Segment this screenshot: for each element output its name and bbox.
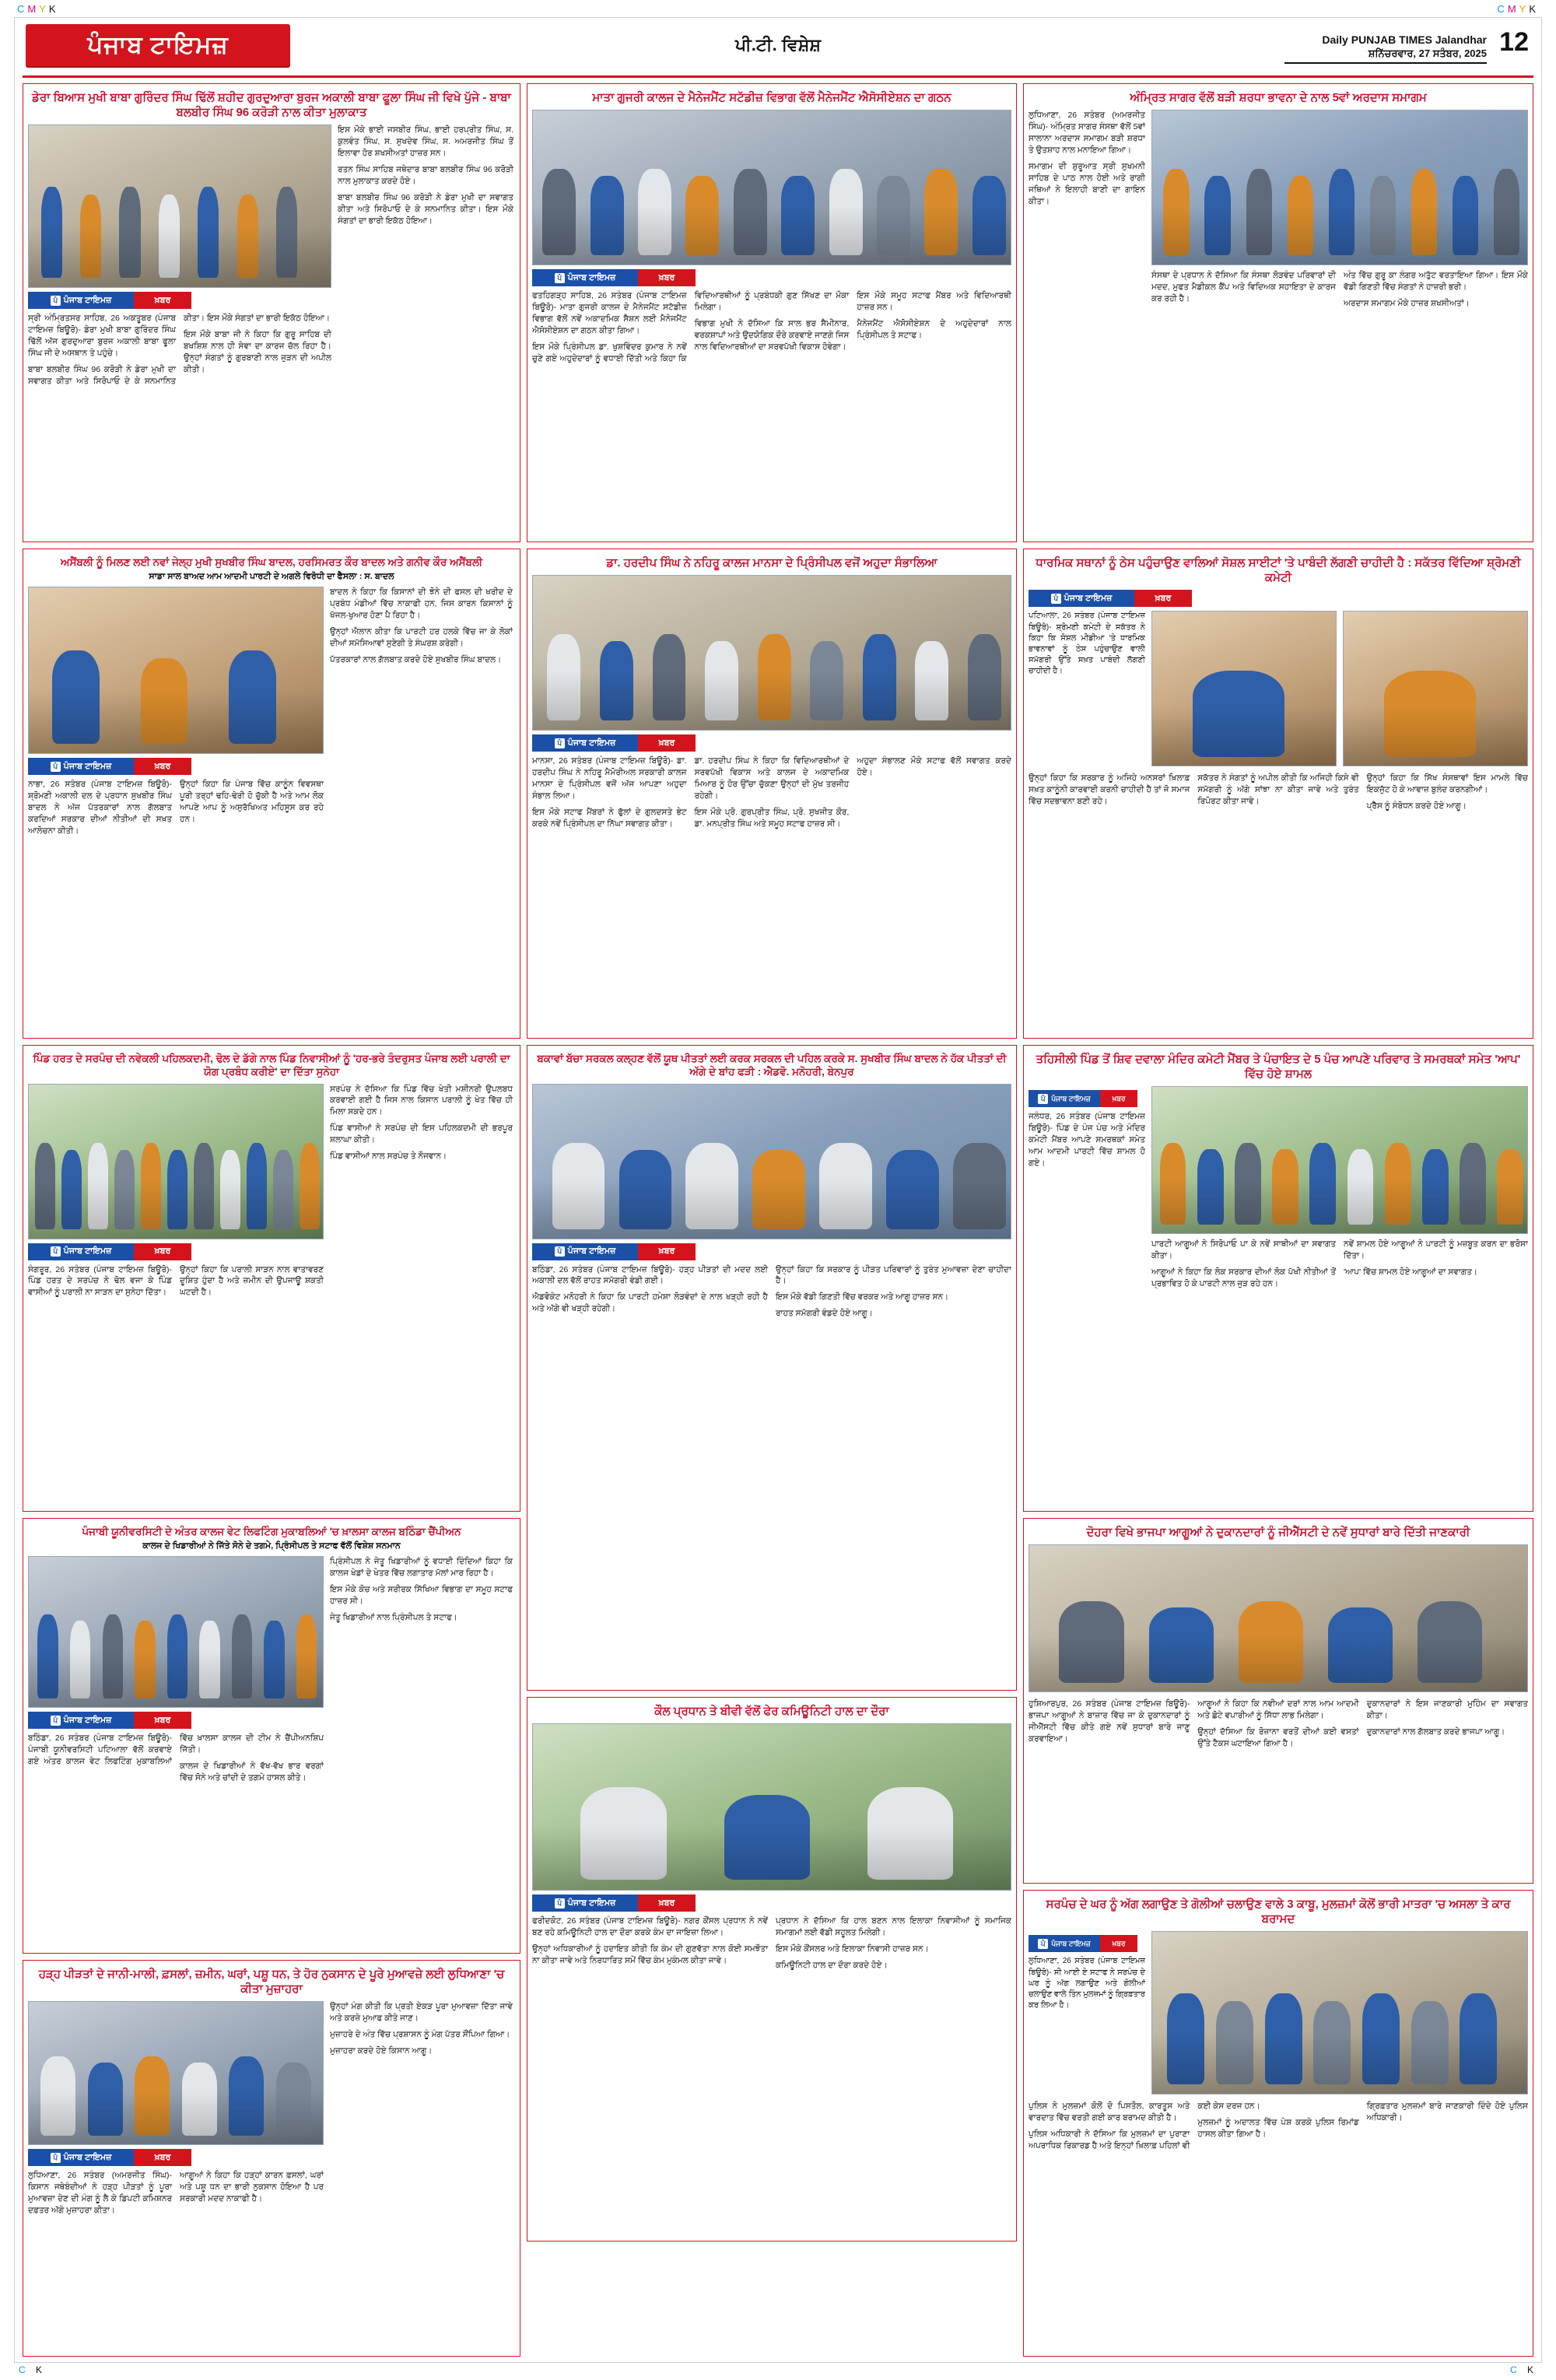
- dateline-date: ਸ਼ਨਿੱਚਰਵਾਰ, 27 ਸਤੰਬਰ, 2025: [1368, 47, 1487, 59]
- headline-a13: ਹੜ੍ਹ ਪੀੜਤਾਂ ਦੇ ਜਾਨੀ-ਮਾਲੀ, ਫ਼ਸਲਾਂ, ਜ਼ਮੀਨ, ਘਰਾਂ, ਪਸ਼ੂ ਧਨ, ਤੇ ਹੋਰ ਨੁਕਸਾਨ ਦੇ ਪੂਰੇ ਮੁਆਵਜ਼ੇ ਲਈ ਲੁਧਿਆਣਾ 'ਚ ਕੀਤਾ ਮੁਜ਼ਾਹਰਾ: [38, 1968, 505, 1996]
- reg-mark-bottom-left: C K: [19, 2364, 47, 2375]
- headline-a11: ਕੌਲ ਪ੍ਰਧਾਨ ਤੇ ਬੀਵੀ ਵੱਲੋਂ ਫੇਰ ਕਮਿਊਨਿਟੀ ਹਾਲ ਦਾ ਦੌਰਾ: [654, 1705, 889, 1718]
- article-body-a12-p0: ਹੁਸ਼ਿਆਰਪੁਰ, 26 ਸਤੰਬਰ (ਪੰਜਾਬ ਟਾਇਮਜ਼ ਬਿਊਰੋ)- ਭਾਜਪਾ ਆਗੂਆਂ ਨੇ ਬਾਜ਼ਾਰ ਵਿੱਚ ਜਾ ਕੇ ਦੁਕਾਨਦਾਰਾਂ ਨੂੰ ਜੀਐੱਸਟੀ ਵਿੱਚ ਕੀਤੇ ਗਏ ਨਵੇਂ ਸੁਧਾਰਾਂ ਬਾਰੇ ਜਾਣੂ ਕਰਵਾਇਆ।: [1029, 1699, 1190, 1744]
- article-body-a1-p3: ਇਸ ਮੌਕੇ ਭਾਈ ਜਸਬੀਰ ਸਿੰਘ, ਭਾਈ ਹਰਪ੍ਰੀਤ ਸਿੰਘ, ਸ. ਕੁਲਵੰਤ ਸਿੰਘ, ਸ. ਸੁਖਦੇਵ ਸਿੰਘ, ਸ. ਅਮਰਜੀਤ ਸਿੰਘ ਤੋਂ ਇਲਾਵਾ ਹੋਰ ਸ਼ਖਸੀਅਤਾਂ ਹਾਜ਼ਰ ਸਨ।: [338, 125, 513, 159]
- article-caption-a12: ਦੁਕਾਨਦਾਰਾਂ ਨਾਲ ਗੱਲਬਾਤ ਕਰਦੇ ਭਾਜਪਾ ਆਗੂ।: [1366, 1727, 1505, 1737]
- article-body-a7-p1: ਉਨ੍ਹਾਂ ਕਿਹਾ ਕਿ ਪਰਾਲੀ ਸਾੜਨ ਨਾਲ ਵਾਤਾਵਰਣ ਦੂਸ਼ਿਤ ਹੁੰਦਾ ਹੈ ਅਤੇ ਜ਼ਮੀਨ ਦੀ ਉਪਜਾਊ ਸ਼ਕਤੀ ਘਟਦੀ ਹੈ।: [180, 1264, 324, 1298]
- credit-strip-a9: ਪੰ ਪੰਜਾਬ ਟਾਇਮਜ਼ ਖ਼ਬਰ: [1029, 1090, 1137, 1107]
- headline-a1: ਡੇਰਾ ਬਿਆਸ ਮੁਖੀ ਬਾਬਾ ਗੁਰਿੰਦਰ ਸਿੰਘ ਢਿੱਲੋਂ ਸ਼ਹੀਦ ਗੁਰਦੁਆਰਾ ਬੁਰਜ ਅਕਾਲੀ ਬਾਬਾ ਫੂਲਾ ਸਿੰਘ ਜੀ ਵਿਖੇ ਪੁੱਜੇ - ਬਾਬਾ ਬਲਬੀਰ ਸਿੰਘ 96 ਕਰੋੜੀ ਨਾਲ ਕੀਤਾ ਮੁਲਾਕਾਤ: [32, 91, 511, 120]
- credit-red-label: ਖ਼ਬਰ: [134, 292, 191, 309]
- credit-strip-a1: [28, 292, 191, 309]
- headline-a4: ਅਸੈਂਬਲੀ ਨੂੰ ਮਿਲਣ ਲਈ ਨਵਾਂ ਜੇਲ੍ਹ ਮੁਖੀ ਸੁਖਬੀਰ ਸਿੰਘ ਬਾਦਲ, ਹਰਸਿਮਰਤ ਕੌਰ ਬਾਦਲ ਅਤੇ ਗਨੀਵ ਕੌਰ ਅਸੈਂਬਲੀ: [60, 556, 483, 568]
- article-body-a1-p1: ਬਾਬਾ ਬਲਬੀਰ ਸਿੰਘ 96 ਕਰੋੜੀ ਨੇ ਡੇਰਾ ਮੁਖੀ ਦਾ ਸਵਾਗਤ ਕੀਤਾ ਅਤੇ ਸਿਰੋਪਾਓ ਦੇ ਕੇ ਸਨਮਾਨਿਤ ਕੀਤਾ। ਇਸ ਮੌਕੇ ਸੰਗਤਾਂ ਦਾ ਭਾਰੀ ਇਕੱਠ ਹੋਇਆ।: [28, 314, 331, 386]
- article-body-a5-p3: ਇਸ ਮੌਕੇ ਪ੍ਰੋ. ਗੁਰਪ੍ਰੀਤ ਸਿੰਘ, ਪ੍ਰੋ. ਸੁਖਜੀਤ ਕੌਰ, ਡਾ. ਮਨਪ੍ਰੀਤ ਸਿੰਘ ਅਤੇ ਸਮੂਹ ਸਟਾਫ ਹਾਜ਼ਰ ਸੀ।: [694, 807, 850, 829]
- credit-red-label: ਖ਼ਬਰ: [1134, 590, 1192, 607]
- article-photo-a3: [1151, 110, 1528, 265]
- headline-a8: ਬਕਾਵਾਂ ਬੱਚਾ ਸਰਕਲ ਕਲ੍ਹਣ ਵੱਲੋਂ ਯੂਥ ਪੀਤਤਾਂ ਲਈ ਕਰਕ ਸਰਕਲ ਦੀ ਪਹਿਲ ਕਰਕੇ ਸ. ਸੁਖਬੀਰ ਸਿੰਘ ਬਾਦਲ ਨੇ ਹੱਕ ਪੀਤਤਾਂ ਦੀ ਅੱਗੇ ਦੇ ਬਾਂਹ ਫੜੀ : ਐਡਵੋ. ਮਨੋਹਰੀ, ਬੇਨਪੁਰ: [537, 1053, 1007, 1078]
- credit-badge: ਪੰ: [555, 273, 565, 283]
- article-body-a13-p0: ਲੁਧਿਆਣਾ, 26 ਸਤੰਬਰ (ਅਮਰਜੀਤ ਸਿੰਘ)- ਕਿਸਾਨ ਜਥੇਬੰਦੀਆਂ ਨੇ ਹੜ੍ਹ ਪੀੜਤਾਂ ਨੂੰ ਪੂਰਾ ਮੁਆਵਜ਼ਾ ਦੇਣ ਦੀ ਮੰਗ ਨੂੰ ਲੈ ਕੇ ਡਿਪਟੀ ਕਮਿਸ਼ਨਰ ਦਫ਼ਤਰ ਅੱਗੇ ਮੁਜ਼ਾਹਰਾ ਕੀਤਾ।: [28, 2171, 172, 2216]
- article-a4: [23, 549, 520, 1039]
- credit-strip-a6: ਪੰ ਪੰਜਾਬ ਟਾਇਮਜ਼ ਖ਼ਬਰ: [1029, 590, 1192, 607]
- headline-a12: ਦੋਹਰਾ ਵਿਖੇ ਭਾਜਪਾ ਆਗੂਆਂ ਨੇ ਦੁਕਾਨਦਾਰਾਂ ਨੂੰ ਜੀਐੱਸਟੀ ਦੇ ਨਵੇਂ ਸੁਧਾਰਾਂ ਬਾਰੇ ਦਿੱਤੀ ਜਾਣਕਾਰੀ: [1086, 1526, 1470, 1539]
- article-a5: [527, 549, 1017, 1039]
- credit-blue-label: ਪੰਜਾਬ ਟਾਇਮਜ਼: [567, 272, 616, 282]
- article-body-a14-p3: ਮੁਲਜ਼ਮਾਂ ਨੂੰ ਅਦਾਲਤ ਵਿੱਚ ਪੇਸ਼ ਕਰਕੇ ਪੁਲਿਸ ਰਿਮਾਂਡ ਹਾਸਲ ਕੀਤਾ ਗਿਆ ਹੈ।: [1197, 2118, 1359, 2140]
- article-body-a2-p0: ਫਤਹਿਗੜ੍ਹ ਸਾਹਿਬ, 26 ਸਤੰਬਰ (ਪੰਜਾਬ ਟਾਇਮਜ਼ ਬਿਊਰੋ)- ਮਾਤਾ ਗੁਜਰੀ ਕਾਲਜ ਦੇ ਮੈਨੇਜਮੈਂਟ ਸਟੱਡੀਜ਼ ਵਿਭਾਗ ਵੱਲੋਂ ਨਵੇਂ ਅਕਾਦਮਿਕ ਸੈਸ਼ਨ ਲਈ ਮੈਨੇਜਮੈਂਟ ਐਸੋਸੀਏਸ਼ਨ ਦਾ ਗਠਨ ਕੀਤਾ ਗਿਆ।: [532, 291, 687, 335]
- publication-logo[interactable]: ਪੰਜਾਬ ਟਾਇਮਜ਼: [26, 24, 290, 66]
- article-body-a11-p2: ਪ੍ਰਧਾਨ ਨੇ ਦੱਸਿਆ ਕਿ ਹਾਲ ਬਣਨ ਨਾਲ ਇਲਾਕਾ ਨਿਵਾਸੀਆਂ ਨੂੰ ਸਮਾਜਿਕ ਸਮਾਗਮਾਂ ਲਈ ਵੱਡੀ ਸਹੂਲਤ ਮਿਲੇਗੀ।: [776, 1916, 1011, 1938]
- credit-strip-a13: ਪੰ ਪੰਜਾਬ ਟਾਇਮਜ਼ ਖ਼ਬਰ: [28, 2149, 191, 2166]
- article-photo-a6-right: [1343, 611, 1528, 766]
- article-photo-a5: [532, 575, 1011, 731]
- article-photo-a8: [532, 1084, 1011, 1239]
- article-a14: [1023, 1890, 1533, 2357]
- dateline: [1284, 33, 1487, 64]
- article-body-a5-p2: ਡਾ. ਹਰਦੀਪ ਸਿੰਘ ਨੇ ਕਿਹਾ ਕਿ ਵਿਦਿਆਰਥੀਆਂ ਦੇ ਸਰਵਪੱਖੀ ਵਿਕਾਸ ਅਤੇ ਕਾਲਜ ਦੇ ਅਕਾਦਮਿਕ ਮਿਆਰ ਨੂੰ ਹੋਰ ਉੱਚਾ ਚੁੱਕਣਾ ਉਨ੍ਹਾਂ ਦੀ ਮੁੱਖ ਤਰਜੀਹ ਰਹੇਗੀ।: [694, 756, 850, 801]
- article-a12: [1023, 1518, 1533, 1884]
- article-body-a10-p2: ਪ੍ਰਿੰਸੀਪਲ ਨੇ ਜੇਤੂ ਖਿਡਾਰੀਆਂ ਨੂੰ ਵਧਾਈ ਦਿੰਦਿਆਂ ਕਿਹਾ ਕਿ ਕਾਲਜ ਖੇਡਾਂ ਦੇ ਖੇਤਰ ਵਿੱਚ ਲਗਾਤਾਰ ਮੱਲਾਂ ਮਾਰ ਰਿਹਾ ਹੈ।: [330, 1557, 513, 1579]
- reg-mark-top-right: CMYK: [1497, 3, 1539, 15]
- credit-red-label: ਖ਼ਬਰ: [638, 1243, 696, 1260]
- dateline-title: Daily PUNJAB TIMES Jalandhar: [1322, 33, 1487, 46]
- article-body-a4-p1: ਉਨ੍ਹਾਂ ਕਿਹਾ ਕਿ ਪੰਜਾਬ ਵਿੱਚ ਕਾਨੂੰਨ ਵਿਵਸਥਾ ਪੂਰੀ ਤਰ੍ਹਾਂ ਢਹਿ-ਢੇਰੀ ਹੋ ਚੁੱਕੀ ਹੈ ਅਤੇ ਆਮ ਲੋਕ ਆਪਣੇ ਆਪ ਨੂੰ ਅਸੁਰੱਖਿਅਤ ਮਹਿਸੂਸ ਕਰ ਰਹੇ ਹਨ।: [180, 780, 324, 824]
- subhead-a4: ਸਾਡਾ ਸਾਲ ਬਾਅਦ ਆਮ ਆਦਮੀ ਪਾਰਟੀ ਦੇ ਅਗਲੇ ਵਿਰੋਧੀ ਦਾ ਫੈਸਲਾ : ਸ. ਬਾਦਲ: [149, 572, 394, 582]
- article-body-a6-p0: ਪਟਿਆਲਾ, 26 ਸਤੰਬਰ (ਪੰਜਾਬ ਟਾਇਮਜ਼ ਬਿਊਰੋ)- ਸ਼੍ਰੋਮਣੀ ਕਮੇਟੀ ਦੇ ਸਕੱਤਰ ਨੇ ਕਿਹਾ ਕਿ ਸੋਸ਼ਲ ਮੀਡੀਆ 'ਤੇ ਧਾਰਮਿਕ ਭਾਵਨਾਵਾਂ ਨੂੰ ਠੇਸ ਪਹੁੰਚਾਉਣ ਵਾਲੀ ਸਮੱਗਰੀ ਉੱਤੇ ਸਖ਼ਤ ਪਾਬੰਦੀ ਲੱਗਣੀ ਚਾਹੀਦੀ ਹੈ।: [1029, 612, 1145, 676]
- article-body-a1-p0: ਸ੍ਰੀ ਅੰਮ੍ਰਿਤਸਰ ਸਾਹਿਬ, 26 ਅਕਤੂਬਰ (ਪੰਜਾਬ ਟਾਇਮਜ਼ ਬਿਊਰੋ)- ਡੇਰਾ ਮੁਖੀ ਬਾਬਾ ਗੁਰਿੰਦਰ ਸਿੰਘ ਢਿੱਲੋਂ ਅੱਜ ਗੁਰਦੁਆਰਾ ਬੁਰਜ ਅਕਾਲੀ ਬਾਬਾ ਫੂਲਾ ਸਿੰਘ ਜੀ ਦੇ ਅਸਥਾਨ ਤੇ ਪਹੁੰਚੇ।: [28, 314, 176, 359]
- article-photo-a4: [28, 587, 324, 754]
- article-photo-a2: [532, 110, 1011, 265]
- article-body-a10-p1: ਕਾਲਜ ਦੇ ਖਿਡਾਰੀਆਂ ਨੇ ਵੱਖ-ਵੱਖ ਭਾਰ ਵਰਗਾਂ ਵਿੱਚ ਸੋਨੇ ਅਤੇ ਚਾਂਦੀ ਦੇ ਤਗਮੇ ਹਾਸਲ ਕੀਤੇ।: [180, 1761, 324, 1782]
- credit-blue-label: ਪੰਜਾਬ ਟਾਇਮਜ਼: [567, 1898, 616, 1908]
- article-a7: [23, 1045, 520, 1512]
- article-body-a2-p1: ਇਸ ਮੌਕੇ ਪ੍ਰਿੰਸੀਪਲ ਡਾ. ਖੁਸ਼ਵਿੰਦਰ ਕੁਮਾਰ ਨੇ ਨਵੇਂ ਚੁਣੇ ਗਏ ਅਹੁਦੇਦਾਰਾਂ ਨੂੰ ਵਧਾਈ ਦਿੱਤੀ ਅਤੇ ਕਿਹਾ ਕਿ ਵਿਦਿਆਰਥੀਆਂ ਨੂੰ ਪ੍ਰਬੰਧਕੀ ਗੁਣ ਸਿੱਖਣ ਦਾ ਮੌਕਾ ਮਿਲੇਗਾ।: [532, 291, 850, 363]
- article-caption-a9: 'ਆਪ' ਵਿੱਚ ਸ਼ਾਮਲ ਹੋਏ ਆਗੂਆਂ ਦਾ ਸਵਾਗਤ।: [1344, 1267, 1477, 1278]
- article-body-a14-p2: ਪੁਲਿਸ ਅਧਿਕਾਰੀ ਨੇ ਦੱਸਿਆ ਕਿ ਮੁਲਜ਼ਮਾਂ ਦਾ ਪੁਰਾਣਾ ਅਪਰਾਧਿਕ ਰਿਕਾਰਡ ਹੈ ਅਤੇ ਇਨ੍ਹਾਂ ਖ਼ਿਲਾਫ਼ ਪਹਿਲਾਂ ਵੀ ਕਈ ਕੇਸ ਦਰਜ ਹਨ।: [1029, 2101, 1260, 2151]
- article-body-a7-p0: ਸੰਗਰੂਰ, 26 ਸਤੰਬਰ (ਪੰਜਾਬ ਟਾਇਮਜ਼ ਬਿਊਰੋ)- ਪਿੰਡ ਹਰਤ ਦੇ ਸਰਪੰਚ ਨੇ ਢੋਲ ਵਜਾ ਕੇ ਪਿੰਡ ਵਾਸੀਆਂ ਨੂੰ ਪਰਾਲੀ ਨਾ ਸਾੜਨ ਦਾ ਸੁਨੇਹਾ ਦਿੱਤਾ।: [28, 1264, 172, 1298]
- article-body-a3-p0: ਲੁਧਿਆਣਾ, 26 ਸਤੰਬਰ (ਅਮਰਜੀਤ ਸਿੰਘ)- ਅੰਮ੍ਰਿਤ ਸਾਗਰ ਸੰਸਥਾ ਵੱਲੋਂ 5ਵਾਂ ਸਾਲਾਨਾ ਅਰਦਾਸ ਸਮਾਗਮ ਬੜੀ ਸ਼ਰਧਾ ਤੇ ਉਤਸ਼ਾਹ ਨਾਲ ਮਨਾਇਆ ਗਿਆ।: [1029, 110, 1145, 155]
- article-a2: [527, 83, 1017, 542]
- article-body-a9-p3: ਨਵੇਂ ਸ਼ਾਮਲ ਹੋਏ ਆਗੂਆਂ ਨੇ ਪਾਰਟੀ ਨੂੰ ਮਜ਼ਬੂਤ ਕਰਨ ਦਾ ਭਰੋਸਾ ਦਿੱਤਾ।: [1344, 1239, 1528, 1261]
- credit-red-label: ਖ਼ਬਰ: [638, 1895, 696, 1912]
- credit-blue-label: ਪੰਜਾਬ ਟਾਇਮਜ਼: [567, 738, 616, 748]
- article-photo-a6-left: [1151, 611, 1337, 766]
- article-caption-a5: ਅਹੁਦਾ ਸੰਭਾਲਣ ਮੌਕੇ ਸਟਾਫ ਵੱਲੋਂ ਸਵਾਗਤ ਕਰਦੇ ਹੋਏ।: [857, 756, 1011, 778]
- page-number: 12: [1499, 27, 1529, 57]
- credit-strip-a11: ਪੰ ਪੰਜਾਬ ਟਾਇਮਜ਼ ਖ਼ਬਰ: [532, 1895, 696, 1912]
- article-body-a7-p3: ਪਿੰਡ ਵਾਸੀਆਂ ਨੇ ਸਰਪੰਚ ਦੀ ਇਸ ਪਹਿਲਕਦਮੀ ਦੀ ਭਰਪੂਰ ਸ਼ਲਾਘਾ ਕੀਤੀ।: [330, 1123, 513, 1145]
- article-a1: [23, 83, 520, 542]
- article-body-a9-p1: ਪਾਰਟੀ ਆਗੂਆਂ ਨੇ ਸਿਰੋਪਾਓ ਪਾ ਕੇ ਨਵੇਂ ਸਾਥੀਆਂ ਦਾ ਸਵਾਗਤ ਕੀਤਾ।: [1151, 1239, 1336, 1261]
- credit-strip-a2: [532, 269, 696, 286]
- credit-strip-a8: ਪੰ ਪੰਜਾਬ ਟਾਇਮਜ਼ ਖ਼ਬਰ: [532, 1243, 696, 1260]
- article-body-a13-p1: ਆਗੂਆਂ ਨੇ ਕਿਹਾ ਕਿ ਹੜ੍ਹਾਂ ਕਾਰਨ ਫ਼ਸਲਾਂ, ਘਰਾਂ ਅਤੇ ਪਸ਼ੂ ਧਨ ਦਾ ਭਾਰੀ ਨੁਕਸਾਨ ਹੋਇਆ ਹੈ ਪਰ ਸਰਕਾਰੀ ਮਦਦ ਨਾਕਾਫੀ ਹੈ।: [180, 2171, 324, 2204]
- article-body-a4-p3: ਉਨ੍ਹਾਂ ਐਲਾਨ ਕੀਤਾ ਕਿ ਪਾਰਟੀ ਹਰ ਹਲਕੇ ਵਿੱਚ ਜਾ ਕੇ ਲੋਕਾਂ ਦੀਆਂ ਸਮੱਸਿਆਵਾਂ ਸੁਣੇਗੀ ਤੇ ਸੰਘਰਸ਼ ਕਰੇਗੀ।: [330, 626, 513, 648]
- article-a10: [23, 1518, 520, 1954]
- article-caption-a2: ਮੈਨੇਜਮੈਂਟ ਐਸੋਸੀਏਸ਼ਨ ਦੇ ਅਹੁਦੇਦਾਰਾਂ ਨਾਲ ਪ੍ਰਿੰਸੀਪਲ ਤੇ ਸਟਾਫ।: [857, 319, 1011, 340]
- article-body-a14-p1: ਪੁਲਿਸ ਨੇ ਮੁਲਜ਼ਮਾਂ ਕੋਲੋਂ ਦੋ ਪਿਸਤੌਲ, ਕਾਰਤੂਸ ਅਤੇ ਵਾਰਦਾਤ ਵਿੱਚ ਵਰਤੀ ਗਈ ਕਾਰ ਬਰਾਮਦ ਕੀਤੀ ਹੈ।: [1029, 2101, 1190, 2123]
- subhead-a10: ਕਾਲਜ ਦੇ ਖਿਡਾਰੀਆਂ ਨੇ ਜਿੱਤੇ ਸੋਨੇ ਦੇ ਤਗਮੇ, ਪ੍ਰਿੰਸੀਪਲ ਤੇ ਸਟਾਫ ਵੱਲੋਂ ਵਿਸ਼ੇਸ਼ ਸਨਮਾਨ: [142, 1541, 401, 1551]
- article-photo-a14: [1151, 1931, 1528, 2094]
- credit-strip-a14: ਪੰ ਪੰਜਾਬ ਟਾਇਮਜ਼ ਖ਼ਬਰ: [1029, 1935, 1137, 1952]
- headline-a14: ਸਰਪੰਚ ਦੇ ਘਰ ਨੂੰ ਅੱਗ ਲਗਾਉਣ ਤੇ ਗੋਲੀਆਂ ਚਲਾਉਣ ਵਾਲੇ 3 ਕਾਬੂ, ਮੁਲਜ਼ਮਾਂ ਕੋਲੋਂ ਭਾਰੀ ਮਾਤਰਾ 'ਚ ਅਸਲਾ ਤੇ ਕਾਰ ਬਰਾਮਦ: [1046, 1898, 1511, 1926]
- credit-red-label: ਖ਼ਬਰ: [134, 1243, 191, 1260]
- article-a3: [1023, 83, 1533, 542]
- credit-strip-a10: ਪੰ ਪੰਜਾਬ ਟਾਇਮਜ਼ ਖ਼ਬਰ: [28, 1712, 191, 1729]
- headline-a5: ਡਾ. ਹਰਦੀਪ ਸਿੰਘ ਨੇ ਨਹਿਰੂ ਕਾਲਜ ਮਾਨਸਾ ਦੇ ਪ੍ਰਿੰਸੀਪਲ ਵਜੋਂ ਅਹੁਦਾ ਸੰਭਾਲਿਆ: [606, 556, 937, 570]
- article-body-a7-p2: ਸਰਪੰਚ ਨੇ ਦੱਸਿਆ ਕਿ ਪਿੰਡ ਵਿੱਚ ਖੇਤੀ ਮਸ਼ੀਨਰੀ ਉਪਲਬਧ ਕਰਵਾਈ ਗਈ ਹੈ ਜਿਸ ਨਾਲ ਕਿਸਾਨ ਪਰਾਲੀ ਨੂੰ ਖੇਤ ਵਿੱਚ ਹੀ ਮਿਲਾ ਸਕਦੇ ਹਨ।: [330, 1084, 513, 1117]
- article-body-a10-p3: ਇਸ ਮੌਕੇ ਕੋਚ ਅਤੇ ਸਰੀਰਕ ਸਿੱਖਿਆ ਵਿਭਾਗ ਦਾ ਸਮੂਹ ਸਟਾਫ ਹਾਜ਼ਰ ਸੀ।: [330, 1585, 513, 1606]
- article-body-a11-p3: ਇਸ ਮੌਕੇ ਕੌਂਸਲਰ ਅਤੇ ਇਲਾਕਾ ਨਿਵਾਸੀ ਹਾਜ਼ਰ ਸਨ।: [776, 1944, 929, 1954]
- credit-red-label: ਖ਼ਬਰ: [134, 758, 191, 775]
- article-body-a11-p0: ਫਰੀਦਕੋਟ, 26 ਸਤੰਬਰ (ਪੰਜਾਬ ਟਾਇਮਜ਼ ਬਿਊਰੋ)- ਨਗਰ ਕੌਂਸਲ ਪ੍ਰਧਾਨ ਨੇ ਨਵੇਂ ਬਣ ਰਹੇ ਕਮਿਊਨਿਟੀ ਹਾਲ ਦਾ ਦੌਰਾ ਕਰਕੇ ਕੰਮ ਦਾ ਜਾਇਜ਼ਾ ਲਿਆ।: [532, 1916, 768, 1938]
- headline-a9: ਤਹਿਸੀਲੀ ਪਿੰਡ ਤੋਂ ਸ਼ਿਵ ਦਵਾਲਾ ਮੰਦਿਰ ਕਮੇਟੀ ਮੈਂਬਰ ਤੇ ਪੰਚਾਇਤ ਦੇ 5 ਪੰਚ ਆਪਣੇ ਪਰਿਵਾਰ ਤੇ ਸਮਰਥਕਾਂ ਸਮੇਤ 'ਆਪ' ਵਿੱਚ ਹੋਏ ਸ਼ਾਮਲ: [1036, 1053, 1521, 1081]
- article-body-a8-p3: ਇਸ ਮੌਕੇ ਵੱਡੀ ਗਿਣਤੀ ਵਿੱਚ ਵਰਕਰ ਅਤੇ ਆਗੂ ਹਾਜ਼ਰ ਸਨ।: [776, 1292, 949, 1302]
- article-body-a14-p0: ਲੁਧਿਆਣਾ, 26 ਸਤੰਬਰ (ਪੰਜਾਬ ਟਾਇਮਜ਼ ਬਿਊਰੋ)- ਸੀ ਆਈ ਏ ਸਟਾਫ ਨੇ ਸਰਪੰਚ ਦੇ ਘਰ ਨੂੰ ਅੱਗ ਲਗਾਉਣ ਅਤੇ ਗੋਲੀਆਂ ਚਲਾਉਣ ਵਾਲੇ ਤਿੰਨ ਮੁਲਜ਼ਮਾਂ ਨੂੰ ਗ੍ਰਿਫ਼ਤਾਰ ਕਰ ਲਿਆ ਹੈ।: [1029, 1957, 1145, 2010]
- article-body-a8-p2: ਉਨ੍ਹਾਂ ਕਿਹਾ ਕਿ ਸਰਕਾਰ ਨੂੰ ਪੀੜਤ ਪਰਿਵਾਰਾਂ ਨੂੰ ਤੁਰੰਤ ਮੁਆਵਜ਼ਾ ਦੇਣਾ ਚਾਹੀਦਾ ਹੈ।: [776, 1264, 1011, 1286]
- article-photo-a9: [1151, 1086, 1528, 1234]
- reg-mark-top-left: CMYK: [17, 3, 59, 15]
- credit-red-label: ਖ਼ਬਰ: [1100, 1090, 1137, 1107]
- article-body-a13-p3: ਮੁਜ਼ਾਹਰੇ ਦੇ ਅੰਤ ਵਿੱਚ ਪ੍ਰਸ਼ਾਸਨ ਨੂੰ ਮੰਗ ਪੱਤਰ ਸੌਂਪਿਆ ਗਿਆ।: [330, 2030, 510, 2040]
- article-body-a5-p1: ਇਸ ਮੌਕੇ ਸਟਾਫ ਮੈਂਬਰਾਂ ਨੇ ਫੁੱਲਾਂ ਦੇ ਗੁਲਦਸਤੇ ਭੇਟ ਕਰਕੇ ਨਵੇਂ ਪ੍ਰਿੰਸੀਪਲ ਦਾ ਨਿੱਘਾ ਸਵਾਗਤ ਕੀਤਾ।: [532, 807, 687, 829]
- article-body-a10-p0: ਬਠਿੰਡਾ, 26 ਸਤੰਬਰ (ਪੰਜਾਬ ਟਾਇਮਜ਼ ਬਿਊਰੋ)- ਪੰਜਾਬੀ ਯੂਨੀਵਰਸਿਟੀ ਪਟਿਆਲਾ ਵੱਲੋਂ ਕਰਵਾਏ ਗਏ ਅੰਤਰ ਕਾਲਜ ਵੇਟ ਲਿਫਟਿੰਗ ਮੁਕਾਬਲਿਆਂ ਵਿੱਚ ਖ਼ਾਲਸਾ ਕਾਲਜ ਦੀ ਟੀਮ ਨੇ ਚੈਂਪੀਅਨਸ਼ਿਪ ਜਿੱਤੀ।: [28, 1733, 324, 1767]
- article-body-a3-p3: ਅੰਤ ਵਿੱਚ ਗੁਰੂ ਕਾ ਲੰਗਰ ਅਤੁੱਟ ਵਰਤਾਇਆ ਗਿਆ। ਇਸ ਮੌਕੇ ਵੱਡੀ ਗਿਣਤੀ ਵਿੱਚ ਸੰਗਤਾਂ ਨੇ ਹਾਜ਼ਰੀ ਭਰੀ।: [1344, 271, 1528, 293]
- credit-strip-a7: ਪੰ ਪੰਜਾਬ ਟਾਇਮਜ਼ ਖ਼ਬਰ: [28, 1243, 191, 1260]
- article-caption-a10: ਜੇਤੂ ਖਿਡਾਰੀਆਂ ਨਾਲ ਪ੍ਰਿੰਸੀਪਲ ਤੇ ਸਟਾਫ।: [330, 1612, 457, 1622]
- article-caption-a11: ਕਮਿਊਨਿਟੀ ਹਾਲ ਦਾ ਦੌਰਾ ਕਰਦੇ ਹੋਏ।: [776, 1960, 888, 1970]
- credit-blue-label: ਪੰਜਾਬ ਟਾਇਮਜ਼: [63, 1715, 112, 1725]
- article-caption-a8: ਰਾਹਤ ਸਮੱਗਰੀ ਵੰਡਦੇ ਹੋਏ ਆਗੂ।: [776, 1309, 873, 1319]
- article-a11: [527, 1697, 1017, 2242]
- article-body-a12-p1: ਆਗੂਆਂ ਨੇ ਕਿਹਾ ਕਿ ਨਵੀਆਂ ਦਰਾਂ ਨਾਲ ਆਮ ਆਦਮੀ ਅਤੇ ਛੋਟੇ ਵਪਾਰੀਆਂ ਨੂੰ ਸਿੱਧਾ ਲਾਭ ਮਿਲੇਗਾ।: [1197, 1699, 1359, 1721]
- article-photo-a12: [1029, 1544, 1528, 1692]
- article-body-a9-p2: ਆਗੂਆਂ ਨੇ ਕਿਹਾ ਕਿ ਲੋਕ ਸਰਕਾਰ ਦੀਆਂ ਲੋਕ ਪੱਖੀ ਨੀਤੀਆਂ ਤੋਂ ਪ੍ਰਭਾਵਿਤ ਹੋ ਕੇ ਪਾਰਟੀ ਨਾਲ ਜੁੜ ਰਹੇ ਹਨ।: [1151, 1267, 1336, 1289]
- article-body-a6-p2: ਸਕੱਤਰ ਨੇ ਸੰਗਤਾਂ ਨੂੰ ਅਪੀਲ ਕੀਤੀ ਕਿ ਅਜਿਹੀ ਕਿਸੇ ਵੀ ਸਮੱਗਰੀ ਨੂੰ ਅੱਗੇ ਸਾਂਝਾ ਨਾ ਕੀਤਾ ਜਾਵੇ ਅਤੇ ਤੁਰੰਤ ਰਿਪੋਰਟ ਕੀਤਾ ਜਾਵੇ।: [1197, 773, 1359, 807]
- section-title: ਪੀ.ਟੀ. ਵਿਸ਼ੇਸ਼: [734, 35, 822, 54]
- article-caption-a6: ਪ੍ਰੈੱਸ ਨੂੰ ਸੰਬੋਧਨ ਕਰਦੇ ਹੋਏ ਆਗੂ।: [1366, 801, 1467, 811]
- credit-blue-label: ਪੰਜਾਬ ਟਾਇਮਜ਼: [63, 1246, 112, 1257]
- masthead-rule: [23, 75, 1533, 78]
- article-a6: [1023, 549, 1533, 1039]
- article-photo-a11: [532, 1723, 1011, 1891]
- article-a8: [527, 1045, 1017, 1691]
- article-body-a11-p1: ਉਨ੍ਹਾਂ ਅਧਿਕਾਰੀਆਂ ਨੂੰ ਹਦਾਇਤ ਕੀਤੀ ਕਿ ਕੰਮ ਦੀ ਗੁਣਵੱਤਾ ਨਾਲ ਕੋਈ ਸਮਝੌਤਾ ਨਾ ਕੀਤਾ ਜਾਵੇ ਅਤੇ ਨਿਰਧਾਰਿਤ ਸਮੇਂ ਵਿੱਚ ਕੰਮ ਮੁਕੰਮਲ ਕੀਤਾ ਜਾਵੇ।: [532, 1944, 768, 1965]
- credit-blue-label: ਪੰਜਾਬ ਟਾਇਮਜ਼: [63, 295, 112, 305]
- credit-badge: ਪੰ: [51, 296, 61, 306]
- article-body-a1-p4: ਬਾਬਾ ਬਲਬੀਰ ਸਿੰਘ 96 ਕਰੋੜੀ ਨੇ ਡੇਰਾ ਮੁਖੀ ਦਾ ਸਵਾਗਤ ਕੀਤਾ ਅਤੇ ਸਿਰੋਪਾਓ ਦੇ ਕੇ ਸਨਮਾਨਿਤ ਕੀਤਾ। ਇਸ ਮੌਕੇ ਸੰਗਤਾਂ ਦਾ ਭਾਰੀ ਇਕੱਠ ਹੋਇਆ।: [338, 192, 513, 226]
- article-a9: [1023, 1045, 1533, 1512]
- credit-blue-label: ਪੰਜਾਬ ਟਾਇਮਜ਼: [1064, 593, 1113, 603]
- article-photo-a10: [28, 1556, 324, 1708]
- credit-blue-label: ਪੰਜਾਬ ਟਾਇਮਜ਼: [63, 761, 112, 771]
- headline-a10: ਪੰਜਾਬੀ ਯੂਨੀਵਰਸਿਟੀ ਦੇ ਅੰਤਰ ਕਾਲਜ ਵੇਟ ਲਿਫਟਿੰਗ ਮੁਕਾਬਲਿਆਂ 'ਚ ਖ਼ਾਲਸਾ ਕਾਲਜ ਬਠਿੰਡਾ ਚੈਂਪੀਅਨ: [82, 1526, 461, 1537]
- headline-a2: ਮਾਤਾ ਗੁਜਰੀ ਕਾਲਜ ਦੇ ਮੈਨੇਜਮੈਂਟ ਸਟੱਡੀਜ਼ ਵਿਭਾਗ ਵੱਲੋਂ ਮੈਨੇਜਮੈਂਟ ਐਸੋਸੀਏਸ਼ਨ ਦਾ ਗਠਨ: [592, 91, 951, 104]
- article-caption-a13: ਮੁਜ਼ਾਹਰਾ ਕਰਦੇ ਹੋਏ ਕਿਸਾਨ ਆਗੂ।: [330, 2046, 433, 2056]
- article-body-a5-p0: ਮਾਨਸਾ, 26 ਸਤੰਬਰ (ਪੰਜਾਬ ਟਾਇਮਜ਼ ਬਿਊਰੋ)- ਡਾ. ਹਰਦੀਪ ਸਿੰਘ ਨੇ ਨਹਿਰੂ ਮੈਮੋਰੀਅਲ ਸਰਕਾਰੀ ਕਾਲਜ ਮਾਨਸਾ ਦੇ ਪ੍ਰਿੰਸੀਪਲ ਵਜੋਂ ਅੱਜ ਆਪਣਾ ਅਹੁਦਾ ਸੰਭਾਲ ਲਿਆ।: [532, 756, 687, 801]
- masthead: [15, 18, 1541, 74]
- credit-strip-a4: ਪੰ ਪੰਜਾਬ ਟਾਇਮਜ਼ ਖ਼ਬਰ: [28, 758, 191, 775]
- article-caption-a7: ਪਿੰਡ ਵਾਸੀਆਂ ਨਾਲ ਸਰਪੰਚ ਤੇ ਨੌਜਵਾਨ।: [330, 1151, 447, 1162]
- article-body-a13-p2: ਉਨ੍ਹਾਂ ਮੰਗ ਕੀਤੀ ਕਿ ਪ੍ਰਤੀ ਏਕੜ ਪੂਰਾ ਮੁਆਵਜ਼ਾ ਦਿੱਤਾ ਜਾਵੇ ਅਤੇ ਕਰਜ਼ੇ ਮੁਆਫ ਕੀਤੇ ਜਾਣ।: [330, 2002, 513, 2024]
- article-body-a3-p1: ਸਮਾਗਮ ਦੀ ਸ਼ੁਰੂਆਤ ਸ੍ਰੀ ਸੁਖਮਨੀ ਸਾਹਿਬ ਦੇ ਪਾਠ ਨਾਲ ਹੋਈ ਅਤੇ ਰਾਗੀ ਜਥਿਆਂ ਨੇ ਇਲਾਹੀ ਬਾਣੀ ਦਾ ਗਾਇਨ ਕੀਤਾ।: [1029, 161, 1145, 206]
- article-body-a6-p1: ਉਨ੍ਹਾਂ ਕਿਹਾ ਕਿ ਸਰਕਾਰ ਨੂੰ ਅਜਿਹੇ ਅਨਸਰਾਂ ਖ਼ਿਲਾਫ਼ ਸਖ਼ਤ ਕਾਨੂੰਨੀ ਕਾਰਵਾਈ ਕਰਨੀ ਚਾਹੀਦੀ ਹੈ ਤਾਂ ਜੋ ਸਮਾਜ ਵਿੱਚ ਸਦਭਾਵਨਾ ਬਣੀ ਰਹੇ।: [1029, 773, 1190, 807]
- credit-blue-label: ਪੰਜਾਬ ਟਾਇਮਜ਼: [1051, 1094, 1091, 1102]
- article-body-a9-p0: ਜਲੰਧਰ, 26 ਸਤੰਬਰ (ਪੰਜਾਬ ਟਾਇਮਜ਼ ਬਿਊਰੋ)- ਪਿੰਡ ਦੇ ਪੰਜ ਪੰਚ ਅਤੇ ਮੰਦਿਰ ਕਮੇਟੀ ਮੈਂਬਰ ਆਪਣੇ ਸਮਰਥਕਾਂ ਸਮੇਤ ਆਮ ਆਦਮੀ ਪਾਰਟੀ ਵਿੱਚ ਸ਼ਾਮਲ ਹੋ ਗਏ।: [1029, 1112, 1145, 1168]
- article-a13: [23, 1960, 520, 2357]
- reg-mark-bottom-right: C K: [1509, 2364, 1537, 2375]
- article-body-a6-p3: ਉਨ੍ਹਾਂ ਕਿਹਾ ਕਿ ਸਿੱਖ ਸੰਸਥਾਵਾਂ ਇਸ ਮਾਮਲੇ ਵਿੱਚ ਇਕਜੁੱਟ ਹੋ ਕੇ ਆਵਾਜ਼ ਬੁਲੰਦ ਕਰਨਗੀਆਂ।: [1366, 773, 1528, 795]
- credit-red-label: ਖ਼ਬਰ: [1100, 1935, 1137, 1952]
- credit-red-label: ਖ਼ਬਰ: [638, 269, 696, 286]
- credit-red-label: ਖ਼ਬਰ: [134, 2149, 191, 2166]
- credit-strip-a5: ਪੰ ਪੰਜਾਬ ਟਾਇਮਜ਼ ਖ਼ਬਰ: [532, 734, 696, 752]
- credit-blue-label: ਪੰਜਾਬ ਟਾਇਮਜ਼: [567, 1246, 616, 1257]
- article-body-a2-p2: ਵਿਭਾਗ ਮੁਖੀ ਨੇ ਦੱਸਿਆ ਕਿ ਸਾਲ ਭਰ ਸੈਮੀਨਾਰ, ਵਰਕਸ਼ਾਪਾਂ ਅਤੇ ਉਦਯੋਗਿਕ ਦੌਰੇ ਕਰਵਾਏ ਜਾਣਗੇ ਜਿਸ ਨਾਲ ਵਿਦਿਆਰਥੀਆਂ ਦਾ ਸਰਵਪੱਖੀ ਵਿਕਾਸ ਹੋਵੇਗਾ।: [694, 319, 850, 352]
- credit-blue-label: ਪੰਜਾਬ ਟਾਇਮਜ਼: [1051, 1939, 1091, 1947]
- article-body-a1-p2: ਇਸ ਮੌਕੇ ਬਾਬਾ ਜੀ ਨੇ ਕਿਹਾ ਕਿ ਗੁਰੂ ਸਾਹਿਬ ਦੀ ਬਖਸ਼ਿਸ਼ ਨਾਲ ਹੀ ਸੇਵਾ ਦਾ ਕਾਰਜ ਚੱਲ ਰਿਹਾ ਹੈ। ਉਨ੍ਹਾਂ ਸੰਗਤਾਂ ਨੂੰ ਗੁਰਬਾਣੀ ਨਾਲ ਜੁੜਨ ਦੀ ਅਪੀਲ ਕੀਤੀ।: [184, 330, 331, 374]
- credit-blue-label: ਪੰਜਾਬ ਟਾਇਮਜ਼: [63, 2152, 112, 2162]
- article-body-a2-p3: ਇਸ ਮੌਕੇ ਸਮੂਹ ਸਟਾਫ ਮੈਂਬਰ ਅਤੇ ਵਿਦਿਆਰਥੀ ਹਾਜ਼ਰ ਸਨ।: [857, 291, 1011, 313]
- headline-a7: ਪਿੰਡ ਹਰਤ ਦੇ ਸਰਪੰਚ ਦੀ ਨਵੇਕਲੀ ਪਹਿਲਕਦਮੀ, ਢੋਲ ਦੇ ਡੱਗੇ ਨਾਲ ਪਿੰਡ ਨਿਵਾਸੀਆਂ ਨੂੰ 'ਹਰ-ਭਰੇ ਤੰਦਰੁਸਤ ਪੰਜਾਬ ਲਈ ਪਰਾਲੀ ਦਾ ਯੋਗ ਪ੍ਰਬੰਧ ਕਰੀਏ' ਦਾ ਦਿੱਤਾ ਸੁਨੇਹਾ: [33, 1053, 510, 1078]
- article-body-a4-p2: ਬਾਦਲ ਨੇ ਕਿਹਾ ਕਿ ਕਿਸਾਨਾਂ ਦੀ ਝੋਨੇ ਦੀ ਫਸਲ ਦੀ ਖਰੀਦ ਦੇ ਪ੍ਰਬੰਧ ਮੰਡੀਆਂ ਵਿੱਚ ਨਾਕਾਫੀ ਹਨ, ਜਿਸ ਕਾਰਨ ਕਿਸਾਨਾਂ ਨੂੰ ਖੱਜਲ-ਖੁਆਰ ਹੋਣਾ ਪੈ ਰਿਹਾ ਹੈ।: [330, 587, 513, 621]
- page-sheet: [14, 17, 1542, 2363]
- headline-a3: ਅੰਮ੍ਰਿਤ ਸਾਗਰ ਵੱਲੋਂ ਬੜੀ ਸ਼ਰਧਾ ਭਾਵਨਾ ਦੇ ਨਾਲ 5ਵਾਂ ਅਰਦਾਸ ਸਮਾਗਮ: [1130, 91, 1427, 104]
- article-photo-a13: [28, 2001, 324, 2145]
- article-photo-a7: [28, 1084, 324, 1239]
- article-caption-a1: ਰਤਨ ਸਿੰਘ ਸਾਹਿਬ ਜਥੇਦਾਰ ਬਾਬਾ ਬਲਬੀਰ ਸਿੰਘ 96 ਕਰੋੜੀ ਨਾਲ ਮੁਲਾਕਾਤ ਕਰਦੇ ਹੋਏ।: [338, 165, 513, 186]
- article-body-a8-p0: ਬਠਿੰਡਾ, 26 ਸਤੰਬਰ (ਪੰਜਾਬ ਟਾਇਮਜ਼ ਬਿਊਰੋ)- ਹੜ੍ਹ ਪੀੜਤਾਂ ਦੀ ਮਦਦ ਲਈ ਅਕਾਲੀ ਦਲ ਵੱਲੋਂ ਰਾਹਤ ਸਮੱਗਰੀ ਵੰਡੀ ਗਈ।: [532, 1264, 768, 1286]
- article-caption-a3: ਅਰਦਾਸ ਸਮਾਗਮ ਮੌਕੇ ਹਾਜ਼ਰ ਸ਼ਖਸੀਅਤਾਂ।: [1344, 299, 1470, 308]
- article-body-a3-p2: ਸੰਸਥਾ ਦੇ ਪ੍ਰਧਾਨ ਨੇ ਦੱਸਿਆ ਕਿ ਸੰਸਥਾ ਲੋੜਵੰਦ ਪਰਿਵਾਰਾਂ ਦੀ ਮਦਦ, ਮੁਫਤ ਮੈਡੀਕਲ ਕੈਂਪ ਅਤੇ ਵਿਦਿਅਕ ਸਹਾਇਤਾ ਦੇ ਕਾਰਜ ਕਰ ਰਹੀ ਹੈ।: [1151, 271, 1336, 303]
- article-body-a8-p1: ਐਡਵੋਕੇਟ ਮਨੋਹਰੀ ਨੇ ਕਿਹਾ ਕਿ ਪਾਰਟੀ ਹਮੇਸ਼ਾ ਲੋੜਵੰਦਾਂ ਦੇ ਨਾਲ ਖੜ੍ਹੀ ਰਹੀ ਹੈ ਅਤੇ ਅੱਗੇ ਵੀ ਖੜ੍ਹੀ ਰਹੇਗੀ।: [532, 1292, 768, 1314]
- article-caption-a14: ਗ੍ਰਿਫ਼ਤਾਰ ਮੁਲਜ਼ਮਾਂ ਬਾਰੇ ਜਾਣਕਾਰੀ ਦਿੰਦੇ ਹੋਏ ਪੁਲਿਸ ਅਧਿਕਾਰੀ।: [1366, 2101, 1528, 2123]
- article-caption-a4: ਪੱਤਰਕਾਰਾਂ ਨਾਲ ਗੱਲਬਾਤ ਕਰਦੇ ਹੋਏ ਸੁਖਬੀਰ ਸਿੰਘ ਬਾਦਲ।: [330, 654, 502, 664]
- article-body-a4-p0: ਨਾਭਾ, 26 ਸਤੰਬਰ (ਪੰਜਾਬ ਟਾਇਮਜ਼ ਬਿਊਰੋ)- ਸ਼੍ਰੋਮਣੀ ਅਕਾਲੀ ਦਲ ਦੇ ਪ੍ਰਧਾਨ ਸੁਖਬੀਰ ਸਿੰਘ ਬਾਦਲ ਨੇ ਅੱਜ ਪੱਤਰਕਾਰਾਂ ਨਾਲ ਗੱਲਬਾਤ ਕਰਦਿਆਂ ਸਰਕਾਰ ਦੀਆਂ ਨੀਤੀਆਂ ਦੀ ਸਖ਼ਤ ਆਲੋਚਨਾ ਕੀਤੀ।: [28, 780, 172, 836]
- article-body-a12-p2: ਉਨ੍ਹਾਂ ਦੱਸਿਆ ਕਿ ਰੋਜ਼ਾਨਾ ਵਰਤੋਂ ਦੀਆਂ ਕਈ ਵਸਤਾਂ ਉੱਤੇ ਟੈਕਸ ਘਟਾਇਆ ਗਿਆ ਹੈ।: [1197, 1727, 1359, 1748]
- article-photo-a1: [28, 124, 331, 288]
- credit-red-label: ਖ਼ਬਰ: [134, 1712, 191, 1729]
- credit-red-label: ਖ਼ਬਰ: [638, 734, 696, 752]
- article-body-a12-p3: ਦੁਕਾਨਦਾਰਾਂ ਨੇ ਇਸ ਜਾਣਕਾਰੀ ਮੁਹਿੰਮ ਦਾ ਸਵਾਗਤ ਕੀਤਾ।: [1366, 1699, 1528, 1721]
- headline-a6: ਧਾਰਮਿਕ ਸਥਾਨਾਂ ਨੂੰ ਠੇਸ ਪਹੁੰਚਾਉਣ ਵਾਲਿਆਂ ਸੋਸ਼ਲ ਸਾਈਟਾਂ 'ਤੇ ਪਾਬੰਦੀ ਲੱਗਣੀ ਚਾਹੀਦੀ ਹੈ : ਸਕੱਤਰ ਵਿੱਦਿਆ ਸ਼੍ਰੋਮਣੀ ਕਮੇਟੀ: [1036, 556, 1521, 585]
